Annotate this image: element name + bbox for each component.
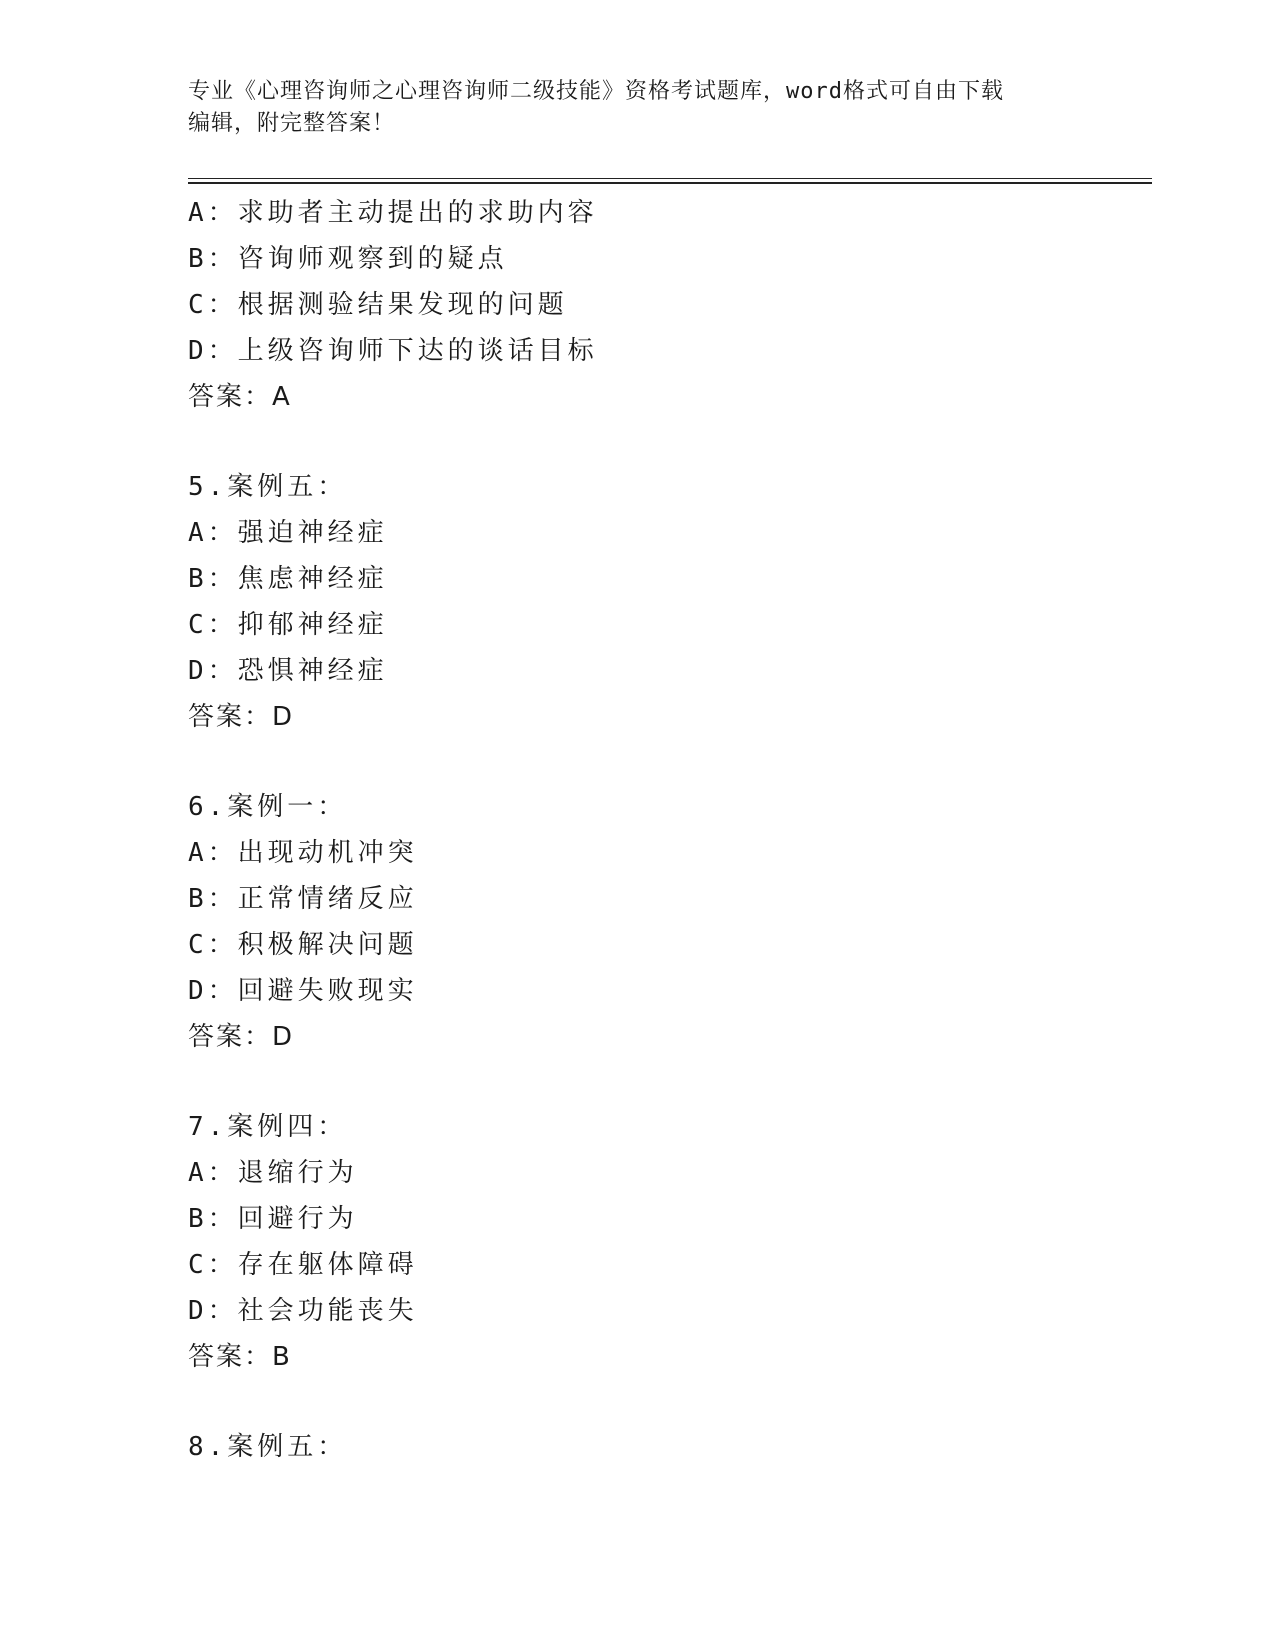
- option-d: D：上级咨询师下达的谈话目标: [188, 336, 598, 366]
- block-spacer: [188, 420, 1148, 464]
- option-a: A：出现动机冲突: [188, 838, 418, 868]
- option-b: B：焦虑神经症: [188, 564, 388, 594]
- header-divider-thin: [188, 178, 1152, 179]
- question-block: [188, 784, 1148, 1060]
- document-header: [188, 76, 1088, 140]
- option-c: C：抑郁神经症: [188, 610, 388, 640]
- option-c: C：积极解决问题: [188, 930, 418, 960]
- question-title: 8.案例五：: [188, 1432, 348, 1462]
- option-a: A：退缩行为: [188, 1158, 358, 1188]
- answer-line: 答案：D: [188, 702, 295, 732]
- block-spacer: [188, 1060, 1148, 1104]
- answer-line: 答案：B: [188, 1342, 292, 1372]
- question-title: 5.案例五：: [188, 472, 348, 502]
- option-c: C：根据测验结果发现的问题: [188, 290, 568, 320]
- question-list: [188, 190, 1148, 1470]
- header-divider-thick: [188, 182, 1152, 184]
- question-block: [188, 190, 1148, 420]
- option-b: B：咨询师观察到的疑点: [188, 244, 508, 274]
- block-spacer: [188, 1380, 1148, 1424]
- option-d: D：恐惧神经症: [188, 656, 388, 686]
- option-b: B：回避行为: [188, 1204, 358, 1234]
- option-c: C：存在躯体障碍: [188, 1250, 418, 1280]
- question-title: 6.案例一：: [188, 792, 348, 822]
- answer-line: 答案：D: [188, 1022, 295, 1052]
- question-block: [188, 464, 1148, 740]
- question-block: [188, 1104, 1148, 1380]
- answer-line: 答案：A: [188, 382, 292, 412]
- option-b: B：正常情绪反应: [188, 884, 418, 914]
- option-a: A：强迫神经症: [188, 518, 388, 548]
- header-line-2: 编辑，附完整答案！: [188, 111, 396, 136]
- option-a: A：求助者主动提出的求助内容: [188, 198, 598, 228]
- option-d: D：社会功能丧失: [188, 1296, 418, 1326]
- question-title: 7.案例四：: [188, 1112, 348, 1142]
- block-spacer: [188, 740, 1148, 784]
- header-line-1: 专业《心理咨询师之心理咨询师二级技能》资格考试题库，word格式可自由下载: [188, 79, 1004, 104]
- option-d: D：回避失败现实: [188, 976, 418, 1006]
